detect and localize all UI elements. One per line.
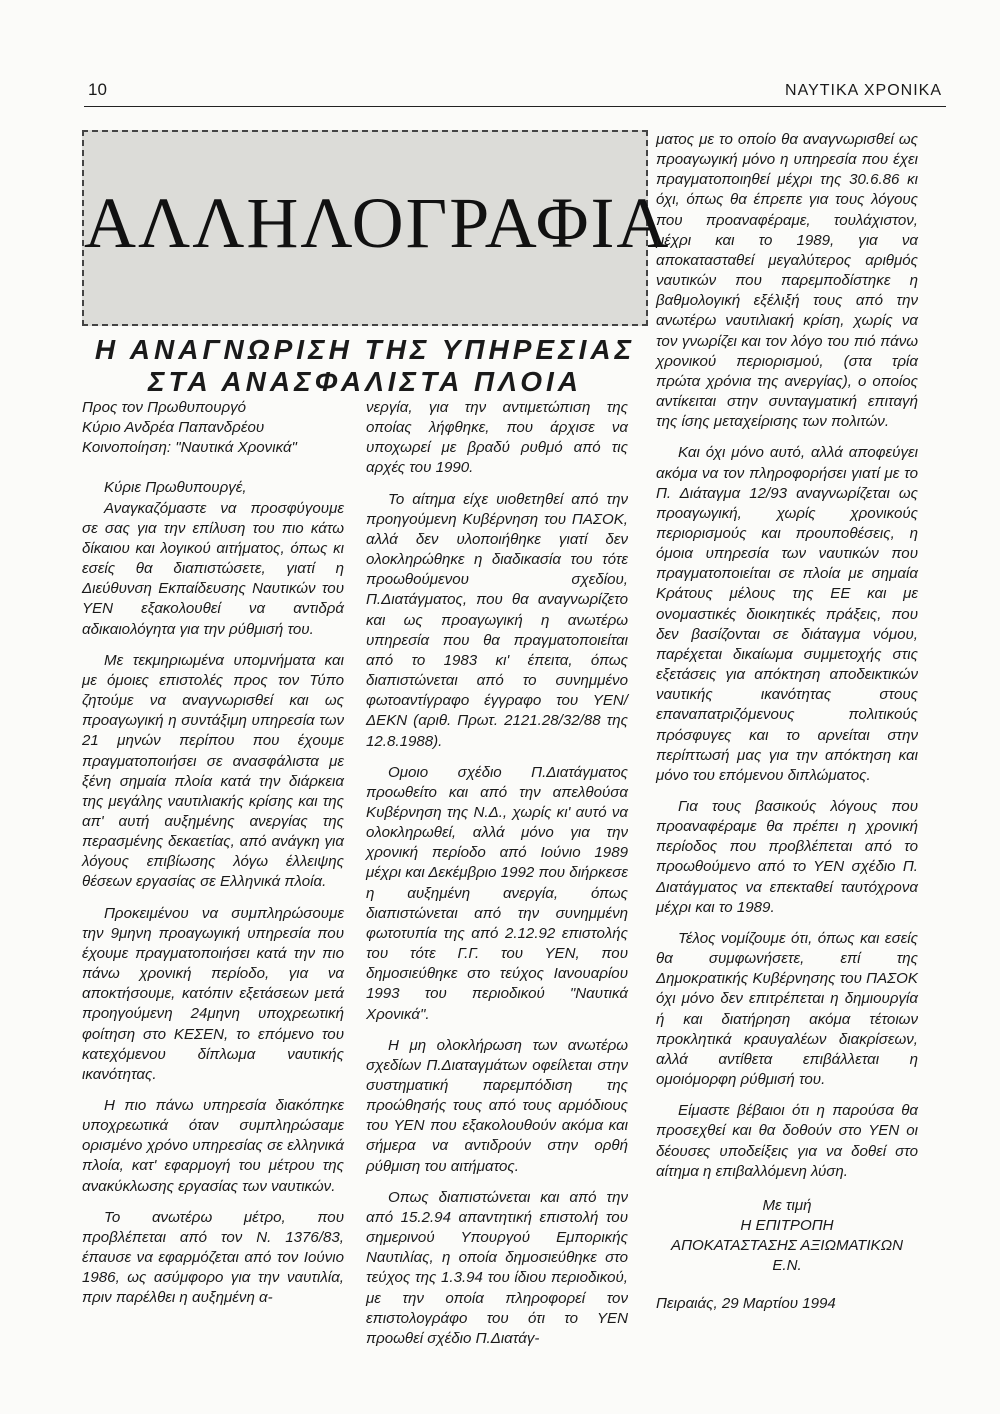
- salutation: Κύριε Πρωθυπουργέ,: [104, 479, 247, 497]
- section-title: ΑΛΛΗΛΟΓΡΑΦΙΑ: [84, 183, 671, 263]
- paragraph: Αναγκαζόμαστε να προσφύγουμε σε σας για την επίλυση του πιο κάτω δίκαιου και λογικού αιτήματος, όπως κι εσείς θα διαπιστώσετε, γιατί η Διεύθυνση Εκπαίδευσης Ναυτικών του ΥΕΝ εξακολουθεί να αντιδρά αδικαιολόγητα για την ρύθμισή του.: [82, 499, 344, 638]
- paragraph: Το αίτημα είχε υιοθετηθεί από την προηγούμενη Κυβέρνηση του ΠΑΣΟΚ, αλλά δεν υλοποιήθηκε γιατί δεν ολοκληρώθηκε η διαδικασία του τότε προωθούμενου σχεδίου, Π.Διατάγματος, που θα αναγνωρίζετο και ως προαγωγική η ανωτέρω υπηρεσία που θα πραγματοποιείται από το 1983 κι' έπειτα, όπως διαπιστώνεται από το συνημμένο φωτοαντίγραφο έγγραφο του ΥΕΝ/ΔΕΚΝ (αριθ. Πρωτ. 2121.28/32/88 της 12.8.1988).: [366, 490, 628, 750]
- header-rule: [84, 106, 946, 107]
- paragraph: Προκειμένου να συμπληρώσουμε την 9μηνη προαγωγική υπηρεσία που έχουμε πραγματοποιήσει κατά την πιο πάνω χρονική περίοδο, για να αποκτήσουμε, κατόπιν εξετάσεων μετά προηγούμενη 24μηνη υποχρεωτική φοίτηση στο ΚΕΣΕΝ, το επόμενο του κατεχόμενου δίπλωμα ναυτικής ικανότητας.: [82, 904, 344, 1083]
- column-1: [82, 398, 344, 1309]
- section-title-box: [82, 130, 671, 326]
- paragraph: Η μη ολοκλήρωση των ανωτέρω σχεδίων Π.Διαταγμάτων οφείλεται στην συστηματική παρεμπόδιση της προώθησής τους από τους αρμόδιους του ΥΕΝ που εξακολουθούν ακόμα και σήμερα να αντιδρούν στην ορθή ρύθμιση του αιτήματος.: [366, 1036, 628, 1175]
- column-3: [656, 130, 918, 1315]
- paragraph: Το ανωτέρω μέτρο, που προβλέπεται από τον Ν. 1376/83, έπαυσε να εφαρμόζεται από τον Ιούνιο 1986, ως ασύμφορο για την ναυτιλία, πριν παρέλθει η αυξημένη α-: [82, 1208, 344, 1307]
- column-2: [366, 398, 628, 1349]
- address-cc: Κοινοποίηση: "Ναυτικά Χρονικά": [82, 439, 297, 457]
- paragraph: Και όχι μόνο αυτό, αλλά αποφεύγει ακόμα να τον πληροφορήσει γιατί με το Π. Διάταγμα 12/93 αναγνωρίζεται ως προαγωγική, χωρίς χρονικούς περιορισμούς και προυποθέσεις, η όμοια υπηρεσία των ναυτικών που πραγματοποιείται σε πλοία με σημαία Κράτους μέλους της ΕΕ και με ονομαστικές διοικητικές πράξεις, που δεν βασίζονται σε διάταγμα νόμου, παρέχεται δικαίωμα συμμετοχής στις εξετάσεις για απόκτηση αποδεικτικών ναυτικής ικανότητας στους επαναπατριζόμενους πολιτικούς πρόσφυγες και το αρνείται στην περίπτωσή μας για την απόκτηση και μόνο του επόμενου διπλώματος.: [656, 444, 918, 784]
- signature-closing: Με τιμή: [762, 1196, 812, 1214]
- signature-block: [656, 1196, 918, 1277]
- address-to: Προς τον Πρωθυπουργό: [82, 399, 247, 416]
- page-number: 10: [88, 80, 107, 99]
- paragraph: Για τους βασικούς λόγους που προαναφέραμε θα πρέπει η χρονική περίοδος που προβλέπεται από το προωθούμενο από το ΥΕΝ σχέδιο Π. Διατάγματος να επεκταθεί ταυτόχρονα μέχρι και το 1989.: [656, 798, 918, 916]
- signature-line-2: ΑΠΟΚΑΤΑΣΤΑΣΗΣ ΑΞΙΩΜΑΤΙΚΩΝ: [671, 1237, 903, 1255]
- paragraph: Είμαστε βέβαιοι ότι η παρούσα θα προσεχθεί και θα δοθούν στο ΥΕΝ οι δέουσες υποδείξεις για να δοθεί στο αίτημα η επιβαλλόμενη λύση.: [656, 1102, 918, 1180]
- paragraph: Τέλος νομίζουμε ότι, όπως και εσείς θα συμφωνήσετε, επί της Δημοκρατικής Κυβέρνησης του ΠΑΣΟΚ όχι μόνο δεν επιτρέπεται η δημιουργία ή και διατήρηση ακόμα τέτοιων προκλητικά κραυγαλέων διακρίσεων, αλλά αντίθετα επιβάλλεται η ομοιόμορφη ρύθμισή του.: [656, 929, 918, 1089]
- paragraph: ματος με το οποίο θα αναγνωρισθεί ως προαγωγική μόνο η υπηρεσία που έχει πραγματοποιηθεί μέχρι της 30.6.86 κι όχι, όπως θα έπρεπε για τους λόγους που προαναφέραμε, τουλάχιστον, μέχρι και το 1989, για να αποκατασταθεί μεγαλύτερος αριθμός ναυτικών που παρεμποδίστηκε η βαθμολογική εξέλιξή τους από την ανωτέρω ναυτιλιακή κρίση, χωρίς να τον γνωρίζει και τον λόγο του πιό πάνω χρονικού περιορισμού, (στα τρία πρώτα χρόνια της ανεργίας), ο οποίος αντίκειται στην συνταγματική επιταγή της ίσης μεταχείρισης των πολιτών.: [656, 131, 918, 431]
- signature-line-1: Η ΕΠΙΤΡΟΠΗ: [740, 1216, 834, 1234]
- paragraph: νεργία, για την αντιμετώπιση της οποίας λήφθηκε, που άρχισε να υποχωρεί με βραδύ ρυθμό από τις αρχές του 1990.: [366, 399, 628, 477]
- headline-line-2: ΣΤΑ ΑΝΑΣΦΑΛΙΣΤΑ ΠΛΟΙΑ: [147, 366, 583, 397]
- paragraph: Οπως διαπιστώνεται και από την από 15.2.94 απαντητική επιστολή του σημερινού Υπουργού Εμπορικής Ναυτιλίας, η οποία δημοσιεύθηκε στο τεύχος της 1.3.94 του ίδιου περιοδικού, με την οποία πληροφορεί τον επιστολογράφο του ότι το ΥΕΝ προωθεί σχέδιο Π.Διατάγ-: [366, 1188, 628, 1347]
- signature-line-3: Ε.Ν.: [772, 1257, 802, 1275]
- paragraph: Η πιο πάνω υπηρεσία διακόπηκε υποχρεωτικά όταν συμπληρώσαμε ορισμένο χρόνο υπηρεσίας σε ελληνικά πλοία, κατ' εφαρμογή του μέτρου της ανακύκλωσης εργασίας των ναυτικών.: [82, 1097, 344, 1195]
- address-block: [82, 398, 344, 458]
- publication-title: ΝΑΥΤΙΚΑ ΧΡΟΝΙΚΑ: [785, 82, 942, 99]
- paragraph: Με τεκμηριωμένα υπομνήματα και με όμοιες επιστολές προς τον Τύπο ζητούμε να αναγνωρισθεί και ως προαγωγική η συντάξιμη υπηρεσία των 21 μηνών περίπου που έχουμε πραγματοποιήσει σε ανασφάλιστα με ξένη σημαία πλοία κατά την διάρκεια της μεγάλης ναυτιλιακής κρίσης και της απ' αυτή αυξημένης ανεργίας της περασμένης δεκαετίας, από ανάγκη για λόγους επιβίωσης λόγω έλλειψης θέσεων εργασίας σε Ελληνικά πλοία.: [82, 651, 344, 891]
- place-date: Πειραιάς, 29 Μαρτίου 1994: [656, 1295, 836, 1313]
- headline-line-1: Η ΑΝΑΓΝΩΡΙΣΗ ΤΗΣ ΥΠΗΡΕΣΙΑΣ: [94, 334, 636, 365]
- paragraph: Ομοιο σχέδιο Π.Διατάγματος προωθείτο και από την απελθούσα Κυβέρνηση της Ν.Δ., χωρίς κι' αυτό να ολοκληρωθεί, αλλά μόνο για την χρονική περίοδο από Ιούνιο 1989 μέχρι και Δεκέμβριο 1992 που διήρκεσε η αυξημένη ανεργία, όπως διαπιστώνεται από την συνημμένη φωτοτυπία της από 2.12.92 επιστολής του τότε Γ.Γ. του ΥΕΝ, που δημοσιεύθηκε στο τεύχος Ιανουαρίου 1993 του περιοδικού "Ναυτικά Χρονικά".: [366, 763, 628, 1023]
- address-name: Κύριο Ανδρέα Παπανδρέου: [82, 419, 265, 437]
